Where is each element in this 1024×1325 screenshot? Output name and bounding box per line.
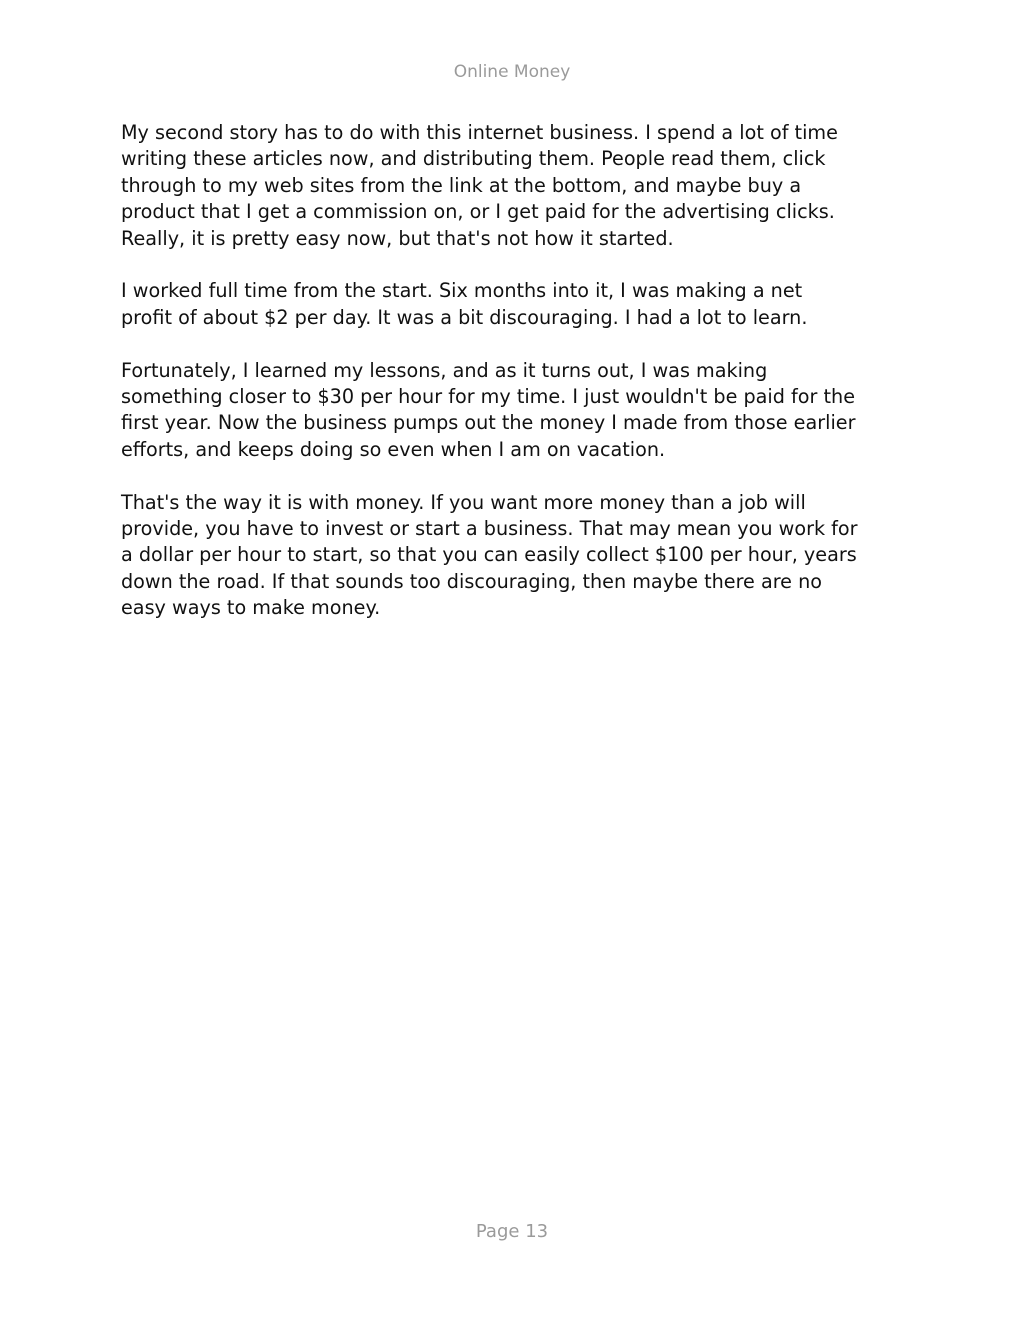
body-paragraph: I worked full time from the start. Six months into it, I was making a net profit of about $2 per day. It was a bit discouraging. I had a lot to learn.: [121, 279, 808, 329]
page-body: [121, 120, 921, 648]
page-header-title: Online Money: [453, 62, 571, 82]
body-paragraph: My second story has to do with this internet business. I spend a lot of time writing these articles now, and distributing them. People read them, click through to my web sites from the link at the bottom, and maybe buy a product that I get a commission on, or I get paid for the advertising clicks. Really, it is pretty easy now, but that's not how it started.: [121, 121, 838, 250]
body-paragraph: Fortunately, I learned my lessons, and as it turns out, I was making something closer to $30 per hour for my time. I just wouldn't be paid for the first year. Now the business pumps out the money I made from those earlier efforts, and keeps doing so even when I am on vacation.: [121, 358, 856, 461]
body-paragraph: That's the way it is with money. If you want more money than a job will provide, you have to invest or start a business. That may mean you work for a dollar per hour to start, so that you can easily collect $100 per hour, years down the road. If that sounds too discouraging, then maybe there are no easy ways to make money.: [121, 490, 858, 620]
page-number: Page 13: [475, 1221, 549, 1242]
